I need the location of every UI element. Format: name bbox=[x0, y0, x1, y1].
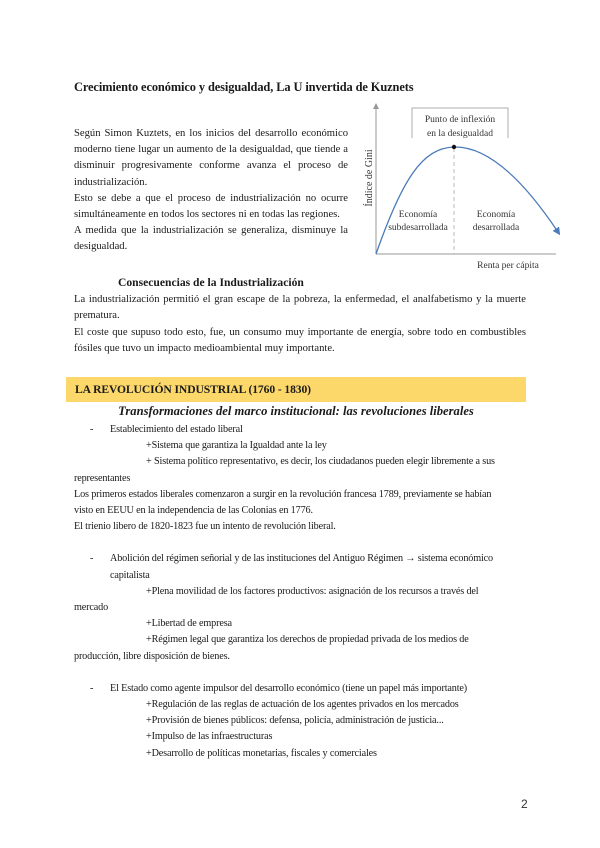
list-item: - Establecimiento del estado liberal bbox=[74, 422, 534, 438]
text-line: El trienio libero de 1820-1823 fue un intento de revolución liberal. bbox=[74, 521, 336, 533]
inflection-label-line1: Punto de inflexión bbox=[424, 115, 496, 125]
list-item: - Abolición del régimen señorial y de las instituciones del Antiguo Régimen → sistema económico bbox=[74, 551, 534, 567]
kuznets-intro bbox=[74, 126, 348, 256]
sub-item: +Libertad de empresa bbox=[146, 618, 232, 630]
paragraph: La industrialización permitió el gran escape de la pobreza, la enfermedad, el analfabetismo y la muerte prematura. bbox=[74, 294, 526, 322]
left-region-label-line1: Economía bbox=[398, 210, 438, 220]
sub-item: +Impulso de las infraestructuras bbox=[146, 731, 273, 743]
sub-item: +Provisión de bienes públicos: defensa, policía, administración de justicia... bbox=[146, 715, 444, 727]
page-number: 2 bbox=[521, 797, 528, 811]
bullet-dash: - bbox=[90, 424, 94, 435]
left-region-label-line2: subdesarrollada bbox=[388, 223, 448, 233]
right-region-label-line2: desarrollada bbox=[472, 223, 520, 233]
paragraph: Esto se debe a que el proceso de industrialización no ocurre simultáneamente en todos los sectores ni en todas las regiones. bbox=[74, 192, 348, 221]
x-axis-label: Renta per cápita bbox=[477, 261, 539, 271]
subsection-title: Transformaciones del marco institucional: las revoluciones liberales bbox=[118, 404, 474, 418]
bullet-dash: - bbox=[90, 682, 94, 694]
kuznets-curve bbox=[376, 147, 558, 254]
list-item: - El Estado como agente impulsor del desarrollo económico (tiene un papel más importante) bbox=[74, 681, 534, 697]
sub-item: + Sistema político representativo, es decir, los ciudadanos pueden elegir libremente a sus bbox=[146, 456, 495, 468]
sub-item: +Plena movilidad de los factores productivos: asignación de los recursos a través del bbox=[146, 585, 479, 597]
section-title-kuznets: Crecimiento económico y desigualdad, La U invertida de Kuznets bbox=[74, 80, 414, 94]
y-axis-label: Índice de Gini bbox=[364, 149, 375, 207]
kuznets-curve-figure bbox=[362, 100, 562, 280]
inflection-point bbox=[452, 145, 456, 149]
section-banner bbox=[66, 377, 526, 402]
inflection-label-line2: en la desigualdad bbox=[427, 129, 493, 139]
right-region-label-line1: Economía bbox=[476, 210, 516, 220]
consecuencias-text bbox=[74, 292, 526, 358]
text-line: producción, libre disposición de bienes. bbox=[74, 650, 230, 662]
text-line: Los primeros estados liberales comenzaron a surgir en la revolución francesa 1789, previamente se habían bbox=[74, 488, 492, 500]
paragraph: A medida que la industrialización se generaliza, disminuye la desigualdad. bbox=[74, 225, 348, 253]
paragraph: Según Simon Kuztets, en los inicios del desarrollo económico moderno tiene lugar un aumento de la desigualdad, que tiende a disminuir progresivamente conforme avanza el proceso de industrialización. bbox=[74, 128, 348, 188]
text-line: capitalista bbox=[110, 569, 150, 581]
sub-item: +Sistema que garantiza la Igualdad ante la ley bbox=[146, 440, 327, 452]
paragraph: El coste que supuso todo esto, fue, un consumo muy importante de energía, sobre todo en combustibles fósiles que tuvo un impacto medioambiental muy importante. bbox=[74, 326, 526, 355]
sub-item: +Desarrollo de políticas monetarias, fiscales y comerciales bbox=[146, 747, 377, 759]
sub-item: +Régimen legal que garantiza los derechos de propiedad privada de los medios de bbox=[146, 634, 469, 646]
banner-title: LA REVOLUCIÓN INDUSTRIAL (1760 - 1830) bbox=[75, 383, 311, 396]
text-line: mercado bbox=[74, 602, 109, 614]
body-text bbox=[74, 422, 534, 762]
sub-item: +Regulación de las reglas de actuación de los agentes privados en los mercados bbox=[146, 699, 459, 711]
section-title-consecuencias: Consecuencias de la Industrialización bbox=[118, 276, 304, 289]
bullet-dash: - bbox=[90, 553, 94, 565]
text-line: visto en EEUU en la independencia de las Colonias en 1776. bbox=[74, 505, 313, 517]
text-line: representantes bbox=[74, 472, 131, 484]
